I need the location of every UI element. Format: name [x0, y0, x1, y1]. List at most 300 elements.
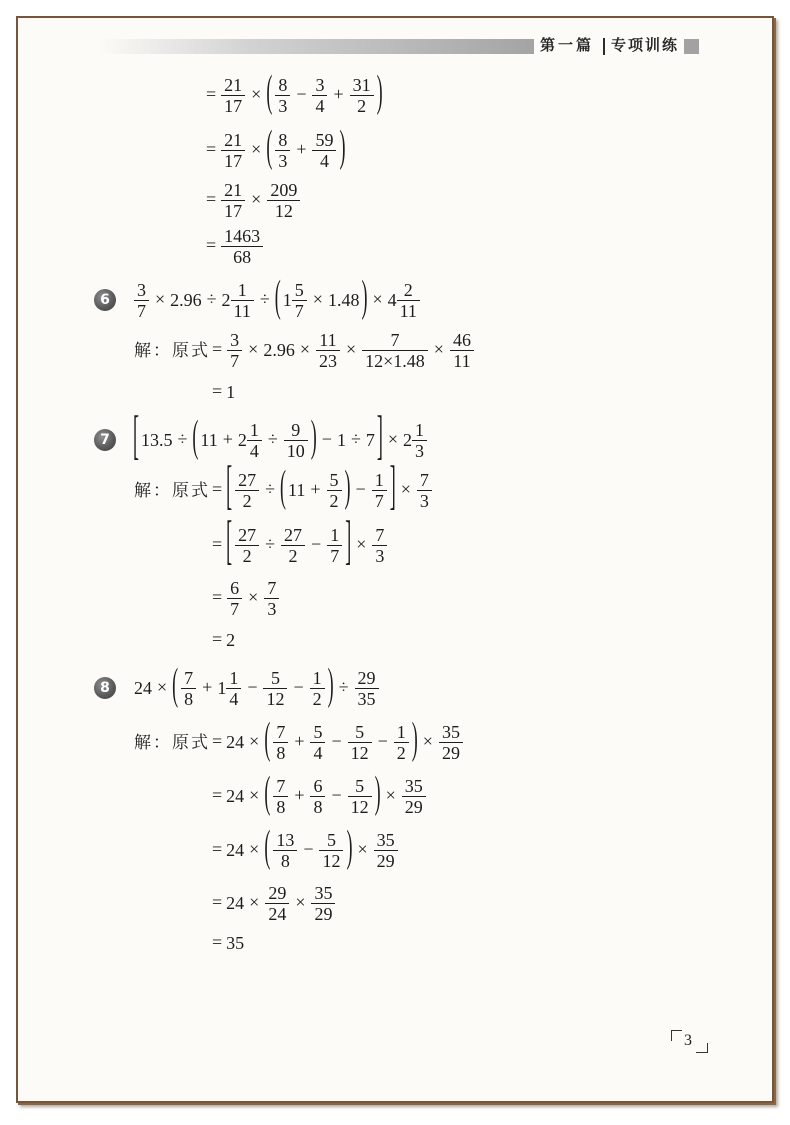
- fraction-denominator: 17: [224, 150, 243, 171]
- operator-symbol: −: [355, 479, 366, 499]
- fraction-denominator: 11: [399, 300, 417, 321]
- number: 24: [226, 786, 245, 806]
- fraction-denominator: 2: [312, 688, 322, 709]
- operator-symbol: ×: [299, 339, 310, 359]
- closing-bracket: ]: [376, 405, 383, 465]
- operator-symbol: ÷: [259, 289, 270, 309]
- fraction: [319, 831, 343, 870]
- operator-symbol: ×: [249, 785, 260, 805]
- fraction-numerator: 11: [319, 329, 337, 350]
- opening-parenthesis: (: [264, 713, 271, 763]
- operator-symbol: =: [206, 235, 217, 255]
- fraction: [372, 471, 387, 510]
- operator-symbol: −: [331, 785, 342, 805]
- solution-step: [212, 919, 244, 967]
- operator-symbol: ×: [249, 731, 260, 751]
- operator-symbol: ×: [155, 289, 166, 309]
- fraction-denominator: 8: [276, 742, 286, 763]
- fraction: [310, 723, 325, 762]
- fraction-numerator: 7: [184, 667, 194, 688]
- operator-symbol: =: [212, 839, 223, 859]
- mixed-number-whole: 2: [402, 430, 412, 450]
- operator-symbol: =: [212, 534, 223, 554]
- number: 2.96: [170, 290, 202, 310]
- fraction-denominator: 3: [278, 150, 288, 171]
- operator-symbol: ×: [356, 534, 367, 554]
- operator-symbol: ×: [385, 785, 396, 805]
- closing-parenthesis: ): [344, 461, 351, 511]
- fraction: [311, 884, 335, 923]
- fraction: [265, 884, 289, 923]
- fraction-denominator: 7: [330, 545, 340, 566]
- fraction-numerator: 35: [441, 721, 460, 742]
- operator-symbol: =: [212, 785, 223, 805]
- operator-symbol: ×: [295, 892, 306, 912]
- fraction-numerator: 8: [278, 129, 288, 150]
- solution-line: [134, 713, 464, 766]
- fraction: [273, 831, 297, 870]
- fraction-numerator: 209: [270, 179, 298, 200]
- opening-parenthesis: (: [172, 659, 179, 709]
- fraction: [348, 723, 372, 762]
- fraction-numerator: 2: [403, 279, 413, 300]
- operator-symbol: =: [206, 189, 217, 209]
- number: 7: [365, 430, 375, 450]
- fraction: [284, 421, 308, 460]
- fraction-denominator: 7: [374, 490, 384, 511]
- fraction-denominator: 8: [313, 796, 323, 817]
- fraction: [221, 131, 245, 170]
- fraction-numerator: 35: [314, 882, 333, 903]
- operator-symbol: =: [212, 731, 223, 751]
- closing-parenthesis: ): [411, 713, 418, 763]
- solution-step: [206, 176, 301, 224]
- fraction: [412, 421, 427, 460]
- fraction-numerator: 7: [375, 524, 385, 545]
- opening-parenthesis: (: [274, 271, 281, 321]
- operator-symbol: ÷: [267, 429, 278, 449]
- fraction: [181, 669, 196, 708]
- solution-step: [212, 616, 235, 664]
- fraction: [231, 281, 254, 320]
- fraction: [235, 471, 259, 510]
- operator-symbol: −: [321, 429, 332, 449]
- fraction-numerator: 1: [374, 469, 384, 490]
- fraction-numerator: 8: [278, 74, 288, 95]
- fraction-denominator: 12×1.48: [365, 350, 425, 371]
- operator-symbol: −: [247, 677, 258, 697]
- fraction-numerator: 5: [355, 721, 365, 742]
- closing-parenthesis: ): [361, 271, 368, 321]
- fraction-denominator: 2: [396, 742, 406, 763]
- header-gradient-bar: [98, 39, 534, 54]
- operator-symbol: ×: [249, 892, 260, 912]
- fraction-denominator: 12: [274, 200, 293, 221]
- opening-parenthesis: (: [264, 821, 271, 871]
- fraction-numerator: 1: [396, 721, 406, 742]
- number: 35: [226, 933, 245, 953]
- fraction-numerator: 29: [268, 882, 287, 903]
- fraction: [134, 281, 149, 320]
- fraction: [221, 181, 245, 220]
- fraction-numerator: 3: [230, 329, 240, 350]
- solution-line: [134, 326, 475, 374]
- page-number-corner-mark: [696, 1043, 708, 1053]
- number: 2.96: [263, 340, 295, 360]
- operator-symbol: =: [212, 892, 223, 912]
- solution-label: 解：原式: [134, 340, 210, 360]
- fraction: [275, 76, 290, 115]
- opening-bracket: [: [133, 405, 139, 465]
- operator-symbol: =: [212, 479, 223, 499]
- fraction-denominator: 29: [404, 796, 423, 817]
- problem-expression: [133, 271, 421, 324]
- operator-symbol: ÷: [350, 429, 361, 449]
- fraction-numerator: 7: [276, 721, 286, 742]
- fraction-numerator: 1: [237, 279, 247, 300]
- fraction-denominator: 2: [357, 95, 367, 116]
- mixed-number: [283, 281, 308, 320]
- opening-bracket: [: [226, 510, 233, 570]
- fraction-denominator: 29: [314, 903, 333, 924]
- fraction: [263, 669, 287, 708]
- fraction-numerator: 35: [404, 775, 423, 796]
- fraction-numerator: 9: [291, 419, 301, 440]
- opening-parenthesis: (: [280, 461, 287, 511]
- number: 11: [288, 480, 306, 500]
- closing-parenthesis: ): [374, 767, 381, 817]
- fraction: [397, 281, 420, 320]
- page-number-corner-mark: [671, 1030, 682, 1041]
- fraction-denominator: 7: [294, 300, 304, 321]
- opening-parenthesis: (: [266, 121, 273, 171]
- operator-symbol: ÷: [265, 534, 276, 554]
- solution-step: [212, 574, 280, 622]
- solution-line: [134, 455, 433, 515]
- number: 11: [200, 430, 218, 450]
- fraction: [417, 471, 432, 510]
- fraction-denominator: 10: [286, 440, 305, 461]
- fraction: [394, 723, 409, 762]
- number: 1: [226, 382, 236, 402]
- fraction-numerator: 5: [313, 721, 323, 742]
- operator-symbol: −: [296, 84, 307, 104]
- number: 24: [226, 732, 245, 752]
- fraction-numerator: 21: [224, 179, 243, 200]
- fraction: [273, 723, 288, 762]
- fraction: [312, 76, 327, 115]
- fraction-numerator: 3: [315, 74, 325, 95]
- header-part-title: 第一篇: [540, 38, 595, 54]
- fraction-numerator: 35: [376, 829, 395, 850]
- fraction-denominator: 2: [329, 490, 339, 511]
- page-number: 3: [684, 1032, 692, 1049]
- header-square-marker: [684, 39, 699, 54]
- operator-symbol: ÷: [338, 677, 349, 697]
- operator-symbol: −: [331, 731, 342, 751]
- solution-step: [206, 121, 346, 174]
- closing-bracket: ]: [389, 455, 396, 515]
- fraction: [312, 131, 336, 170]
- solution-step: [212, 331, 475, 370]
- mixed-number-whole: 1: [217, 678, 227, 698]
- fraction: [439, 723, 463, 762]
- fraction-denominator: 7: [230, 598, 240, 619]
- book-page: [16, 16, 774, 1103]
- fraction: [247, 421, 262, 460]
- fraction: [227, 331, 242, 370]
- fraction-numerator: 13: [276, 829, 295, 850]
- operator-symbol: ×: [372, 289, 383, 309]
- operator-symbol: −: [293, 677, 304, 697]
- operator-symbol: =: [206, 84, 217, 104]
- fraction: [264, 579, 279, 618]
- fraction-numerator: 1463: [224, 225, 261, 246]
- fraction: [281, 526, 305, 565]
- operator-symbol: ×: [157, 677, 168, 697]
- operator-symbol: −: [303, 839, 314, 859]
- operator-symbol: ÷: [177, 429, 188, 449]
- problem-number-badge: 7: [94, 429, 116, 451]
- opening-parenthesis: (: [264, 767, 271, 817]
- operator-symbol: =: [212, 339, 223, 359]
- fraction-denominator: 12: [350, 796, 369, 817]
- fraction: [310, 669, 325, 708]
- fraction-numerator: 5: [326, 829, 336, 850]
- fraction-denominator: 12: [350, 742, 369, 763]
- fraction-denominator: 29: [376, 850, 395, 871]
- fraction-denominator: 11: [233, 300, 251, 321]
- fraction-numerator: 3: [137, 279, 146, 300]
- solution-step: [206, 222, 264, 270]
- operator-symbol: ×: [251, 189, 262, 209]
- fraction-denominator: 3: [414, 440, 424, 461]
- mixed-number: [217, 669, 242, 708]
- fraction-numerator: 7: [419, 469, 429, 490]
- solution-step: [212, 368, 235, 416]
- number: 24: [134, 678, 152, 698]
- solution-step: [206, 66, 383, 119]
- fraction-numerator: 27: [238, 524, 257, 545]
- operator-symbol: ÷: [206, 289, 217, 309]
- fraction-numerator: 46: [452, 329, 471, 350]
- fraction: [235, 526, 259, 565]
- fraction-denominator: 3: [375, 545, 385, 566]
- mixed-number: [403, 421, 428, 460]
- fraction-denominator: 2: [242, 545, 252, 566]
- fraction-numerator: 31: [352, 74, 371, 95]
- fraction-denominator: 3: [267, 598, 277, 619]
- fraction-numerator: 6: [230, 577, 240, 598]
- fraction: [327, 526, 342, 565]
- opening-parenthesis: (: [192, 411, 199, 461]
- operator-symbol: ×: [312, 289, 323, 309]
- fraction-numerator: 7: [267, 577, 277, 598]
- fraction-numerator: 29: [357, 667, 376, 688]
- fraction-denominator: 11: [453, 350, 471, 371]
- problem-expression: [133, 405, 428, 465]
- fraction: [355, 669, 379, 708]
- fraction: [402, 777, 426, 816]
- fraction-denominator: 4: [249, 440, 259, 461]
- closing-parenthesis: ): [327, 659, 334, 709]
- solution-step: [212, 767, 427, 820]
- operator-symbol: ×: [357, 839, 368, 859]
- number: 1: [336, 430, 346, 450]
- fraction-denominator: 8: [280, 850, 290, 871]
- mixed-number-whole: 2: [221, 290, 231, 310]
- fraction: [267, 181, 300, 220]
- solution-label: 解：原式: [134, 732, 210, 752]
- mixed-number-whole: 4: [387, 290, 397, 310]
- operator-symbol: +: [310, 479, 321, 499]
- operator-symbol: −: [311, 534, 322, 554]
- closing-parenthesis: ): [310, 411, 317, 461]
- mixed-number-whole: 1: [282, 290, 292, 310]
- fraction-denominator: 4: [313, 742, 323, 763]
- operator-symbol: =: [212, 587, 223, 607]
- fraction: [275, 131, 290, 170]
- solution-step: [212, 821, 399, 874]
- fraction-numerator: 5: [329, 469, 339, 490]
- fraction-numerator: 7: [390, 329, 400, 350]
- fraction-numerator: 5: [270, 667, 280, 688]
- problem-number-badge: 6: [94, 289, 116, 311]
- fraction-denominator: 3: [419, 490, 429, 511]
- fraction-numerator: 27: [284, 524, 303, 545]
- operator-symbol: +: [202, 677, 213, 697]
- fraction-denominator: 4: [229, 688, 239, 709]
- mixed-number: [388, 281, 421, 320]
- operator-symbol: ×: [251, 139, 262, 159]
- fraction-numerator: 5: [294, 279, 304, 300]
- opening-parenthesis: (: [266, 66, 273, 116]
- solution-step: [212, 510, 388, 570]
- solution-label: 解：原式: [134, 480, 210, 500]
- operator-symbol: ÷: [265, 479, 276, 499]
- fraction-denominator: 12: [266, 688, 285, 709]
- fraction: [374, 831, 398, 870]
- problem-expression: [134, 659, 380, 712]
- number: 1.48: [327, 290, 360, 310]
- fraction: [362, 331, 428, 370]
- fraction-denominator: 17: [224, 95, 243, 116]
- fraction: [372, 526, 387, 565]
- fraction: [292, 281, 307, 320]
- fraction-numerator: 1: [249, 419, 259, 440]
- closing-parenthesis: ): [339, 121, 346, 171]
- header-section-title: 专项训练: [611, 38, 680, 54]
- operator-symbol: −: [377, 731, 388, 751]
- operator-symbol: ×: [251, 84, 262, 104]
- mixed-number: [222, 281, 255, 320]
- fraction-denominator: 29: [441, 742, 460, 763]
- operator-symbol: =: [212, 381, 223, 401]
- fraction-denominator: 4: [319, 150, 329, 171]
- number: 13.5: [141, 430, 173, 450]
- fraction-numerator: 1: [330, 524, 340, 545]
- operator-symbol: +: [294, 785, 305, 805]
- problem-number-badge: 8: [94, 677, 116, 699]
- fraction-numerator: 21: [224, 129, 243, 150]
- operator-symbol: +: [296, 139, 307, 159]
- solution-step: [212, 455, 433, 515]
- operator-symbol: +: [294, 731, 305, 751]
- fraction-denominator: 2: [242, 490, 252, 511]
- solution-step: [212, 713, 464, 763]
- fraction-denominator: 7: [230, 350, 240, 371]
- fraction: [350, 76, 374, 115]
- number: 24: [226, 840, 245, 860]
- operator-symbol: ×: [248, 587, 259, 607]
- fraction-denominator: 3: [278, 95, 288, 116]
- operator-symbol: ×: [433, 339, 444, 359]
- operator-symbol: ×: [249, 839, 260, 859]
- fraction: [221, 227, 263, 266]
- closing-bracket: ]: [345, 510, 352, 570]
- fraction: [226, 669, 241, 708]
- fraction-numerator: 1: [312, 667, 322, 688]
- fraction: [310, 777, 325, 816]
- fraction-denominator: 2: [288, 545, 298, 566]
- fraction-numerator: 21: [224, 74, 243, 95]
- header-separator: [603, 38, 605, 55]
- operator-symbol: ×: [387, 429, 398, 449]
- fraction-denominator: 12: [322, 850, 341, 871]
- fraction-numerator: 6: [313, 775, 323, 796]
- fraction: [221, 76, 245, 115]
- fraction: [273, 777, 288, 816]
- fraction-denominator: 4: [315, 95, 325, 116]
- fraction: [316, 331, 340, 370]
- fraction-numerator: 1: [414, 419, 424, 440]
- operator-symbol: +: [333, 84, 344, 104]
- fraction-denominator: 17: [224, 200, 243, 221]
- mixed-number: [238, 421, 263, 460]
- operator-symbol: ×: [248, 339, 259, 359]
- fraction-denominator: 8: [184, 688, 194, 709]
- fraction-denominator: 23: [318, 350, 337, 371]
- fraction: [227, 579, 242, 618]
- fraction-numerator: 7: [276, 775, 286, 796]
- fraction-denominator: 8: [276, 796, 286, 817]
- operator-symbol: =: [212, 629, 223, 649]
- fraction: [327, 471, 342, 510]
- closing-parenthesis: ): [376, 66, 383, 116]
- fraction-denominator: 24: [268, 903, 287, 924]
- number: 2: [226, 630, 236, 650]
- fraction-numerator: 27: [238, 469, 257, 490]
- number: 24: [226, 893, 245, 913]
- operator-symbol: ×: [345, 339, 357, 359]
- operator-symbol: =: [206, 139, 217, 159]
- fraction: [450, 331, 474, 370]
- fraction-denominator: 7: [137, 300, 146, 321]
- fraction-numerator: 5: [355, 775, 365, 796]
- opening-bracket: [: [226, 455, 233, 515]
- closing-parenthesis: ): [346, 821, 353, 871]
- fraction: [348, 777, 372, 816]
- fraction-numerator: 59: [315, 129, 334, 150]
- mixed-number-whole: 2: [237, 430, 247, 450]
- operator-symbol: +: [222, 429, 233, 449]
- operator-symbol: =: [212, 932, 223, 952]
- fraction-numerator: 1: [229, 667, 239, 688]
- operator-symbol: ×: [422, 731, 433, 751]
- operator-symbol: ×: [400, 479, 411, 499]
- fraction-denominator: 68: [233, 246, 252, 267]
- fraction-denominator: 35: [357, 688, 376, 709]
